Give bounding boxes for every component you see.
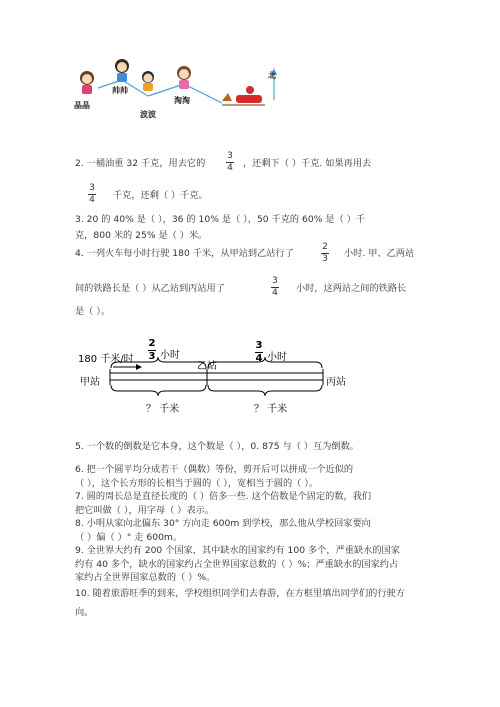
- q6-line1: 6. 把一个圆平均分成若干（偶数）等份，剪开后可以拼成一个近似的: [75, 464, 354, 475]
- q3-line1: 3. 20 的 40% 是（ ），36 的 10% 是（ ），50 千克的 60% 是（ ）千: [75, 214, 366, 225]
- q7-line2: 把它叫做（ ），用字母（ ）表示。: [75, 505, 215, 516]
- seg1-num: 2: [148, 338, 156, 349]
- station-jia: 甲站: [80, 377, 100, 388]
- q4-frac2-num: 3: [272, 276, 278, 286]
- q4-line2-a: 间的铁路长是（ ）从乙站到丙站用了: [75, 283, 225, 294]
- seg2-unit: 小时: [267, 352, 287, 363]
- q10-line1: 10. 随着旅游旺季的到来，学校组织同学们去春游，在方框里填出同学们的行驶方: [75, 588, 405, 599]
- seg2-fraction: [255, 341, 263, 364]
- q4-frac1-den: 3: [322, 254, 328, 264]
- seg1-fraction: [148, 339, 156, 362]
- label-taotao: 淘淘: [174, 96, 190, 105]
- q4-frac1-num: 2: [322, 242, 328, 252]
- q2-frac2-den: 4: [89, 195, 95, 205]
- q4-line1-a: 4. 一列火车每小时行驶 180 千米，从甲站到乙站行了: [75, 248, 294, 259]
- q2-frac1-num: 3: [227, 151, 233, 161]
- q9-line2: 约有 40 多个，缺水的国家约占全世界国家总数的（ ）%；严重缺水的国家约占: [75, 559, 399, 570]
- q2-line2: 千克，还剩（ ）千克。: [113, 190, 208, 201]
- q4-line3: 是（ ）。: [75, 306, 111, 317]
- q8-line2: （ ）偏（ ）° 走 600m。: [75, 532, 183, 543]
- q4-frac2-den: 4: [272, 288, 278, 298]
- q9-line3: 家约占全世界国家总数的（ ）%。: [75, 572, 216, 583]
- q2-frac2-num: 3: [89, 183, 95, 193]
- q3-line2: 克，800 米的 25% 是（ ）米。: [75, 230, 208, 241]
- q7-line1: 7. 圆的周长总是直径长度的（ ）倍多一些. 这个倍数是个固定的数，我们: [75, 491, 372, 502]
- station-yi: 乙站: [197, 361, 217, 372]
- q2-frac1-den: 4: [227, 163, 233, 173]
- brace-top-2: [208, 357, 322, 368]
- q10-line2: 向。: [75, 607, 94, 618]
- label-bobo: 波波: [140, 110, 156, 119]
- seg1-den: 3: [148, 351, 156, 362]
- label-shuaishuai: 帅帅: [112, 86, 128, 95]
- q6-line2: （ ），这个长方形的长相当于圆的（ ），宽相当于圆的（ ）。: [75, 478, 319, 489]
- q4-line1-b: 小时. 甲、乙两站: [344, 248, 415, 259]
- q9-line1: 9. 全世界大约有 200 个国家，其中缺水的国家约有 100 多个，严重缺水的国家: [75, 545, 400, 556]
- seg1-unit: 小时: [160, 350, 180, 361]
- q5-text: 5. 一个数的倒数是它本身，这个数是（ ），0. 875 与（ ）互为倒数。: [75, 441, 359, 452]
- seg2-den: 4: [255, 353, 263, 364]
- q2-line1-a: 2. 一桶油重 32 千克，用去它的: [75, 158, 206, 169]
- unknown-distance-1: ？ 千米: [146, 404, 180, 415]
- brace-bottom-1: [111, 385, 206, 396]
- seg2-num: 3: [255, 340, 263, 351]
- q4-line2-b: 小时，这两站之间的铁路长: [296, 283, 407, 294]
- station-bing: 丙站: [326, 377, 346, 388]
- unknown-distance-2: ？ 千米: [254, 404, 288, 415]
- q8-line1: 8. 小明从家向北偏东 30° 方向走 600m 到学校，那么他从学校回家要向: [75, 518, 371, 529]
- q2-line1-b: ，还剩下（ ）千克. 如果再用去: [243, 158, 372, 169]
- north-label: 北: [268, 71, 276, 80]
- label-jingjing: 晶晶: [74, 101, 90, 110]
- speed-label: 180 千米/时: [78, 354, 134, 365]
- brace-bottom-2: [208, 385, 322, 396]
